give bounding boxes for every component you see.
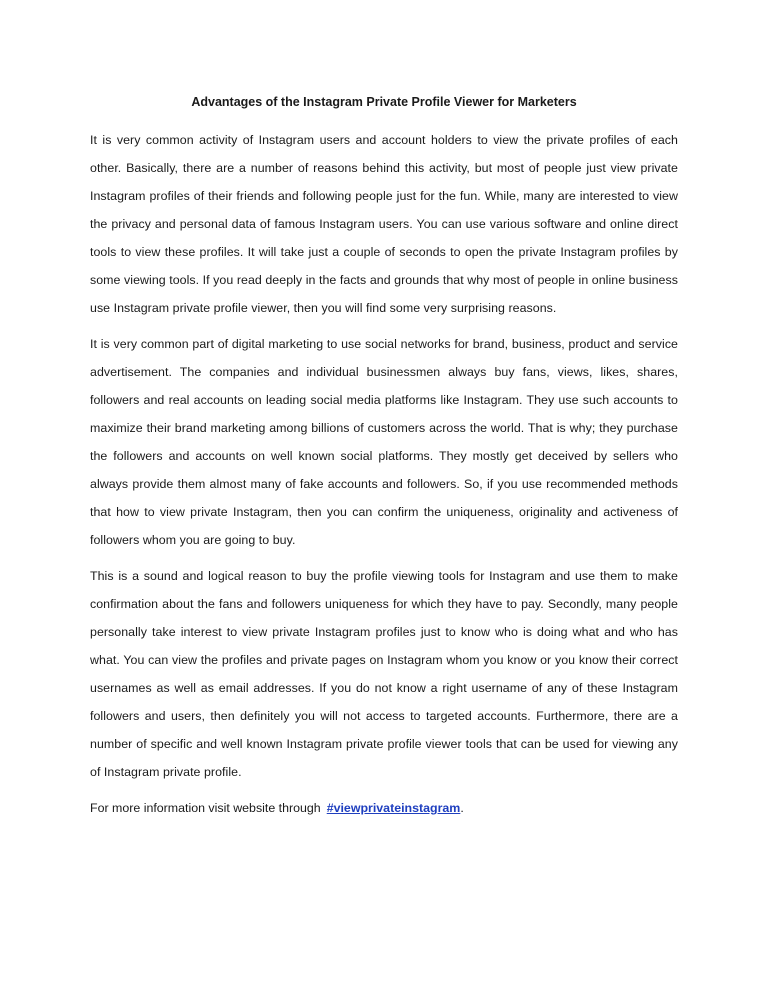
footer-line — [90, 794, 678, 822]
paragraph-3: This is a sound and logical reason to buy the profile viewing tools for Instagram and use them to make confirmation about the fans and followers uniqueness for which they have to pay. Secondly, many people personally take interest to view private Instagram profiles just to know who is doing what and who has what. You can view the profiles and private pages on Instagram whom you know or you know their correct usernames as well as email addresses. If you do not know a right username of any of these Instagram followers and users, then definitely you will not access to targeted accounts. Furthermore, there are a number of specific and well known Instagram private profile viewer tools that can be used for viewing any of Instagram private profile. — [90, 569, 678, 779]
footer-prefix: For more information visit website through — [90, 801, 321, 815]
document-title: Advantages of the Instagram Private Profile Viewer for Marketers — [191, 95, 577, 109]
website-link[interactable]: #viewprivateinstagram — [326, 801, 461, 815]
paragraph-2: It is very common part of digital marketing to use social networks for brand, business, product and service advertisement. The companies and individual businessmen always buy fans, views, likes, shares, followers and real accounts on leading social media platforms like Instagram. They use such accounts to maximize their brand marketing among billions of customers across the world. That is why; they purchase the followers and accounts on well known social platforms. They mostly get deceived by sellers who always provide them almost many of fake accounts and followers. So, if you use recommended methods that how to view private Instagram, then you can confirm the uniqueness, originality and activeness of followers whom you are going to buy. — [90, 337, 678, 547]
document-page — [90, 94, 678, 822]
paragraph-1: It is very common activity of Instagram users and account holders to view the private profiles of each other. Basically, there are a number of reasons behind this activity, but most of people just view private Instagram profiles of their friends and following people just for the fun. While, many are interested to view the privacy and personal data of famous Instagram users. You can use various software and online direct tools to view these profiles. It will take just a couple of seconds to open the private Instagram profiles by some viewing tools. If you read deeply in the facts and grounds that why most of people in online business use Instagram private profile viewer, then you will find some very surprising reasons. — [90, 133, 678, 315]
footer-suffix: . — [460, 801, 464, 815]
